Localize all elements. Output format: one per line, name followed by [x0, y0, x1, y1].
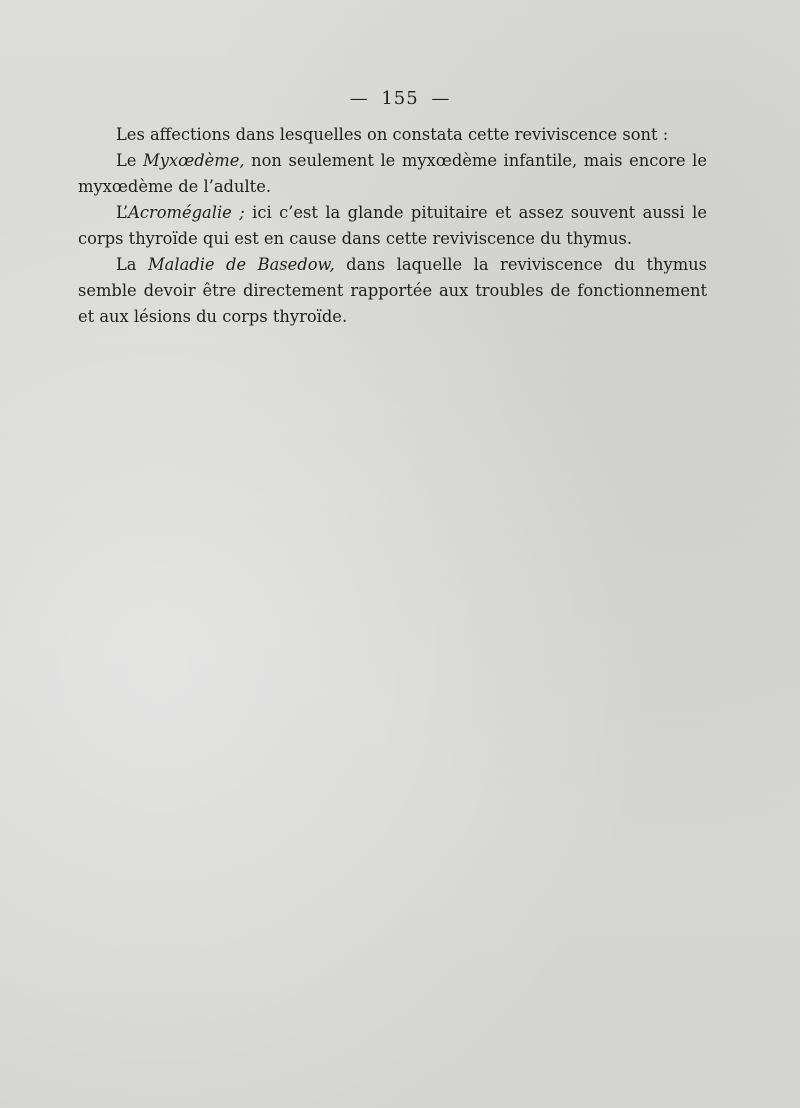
term-maladie-de-basedow: Maladie de Basedow,: [148, 255, 335, 274]
paragraph-basedow-rest: dans laquelle la reviviscence du thymus semble devoir être directement rapportée aux troubles de fonctionnement et aux lésions du corps thyroïde.: [78, 255, 708, 326]
body-text: [78, 122, 707, 330]
paragraph-acromegalie: [78, 200, 707, 252]
page-number-value: 155: [381, 88, 419, 109]
paragraph-affections: [78, 122, 707, 148]
paragraph-myxoedeme-lead: Le: [116, 151, 144, 170]
paragraph-acromegalie-lead: L’: [116, 203, 129, 222]
paragraph-myxoedeme: [78, 148, 707, 200]
term-myxoedeme: Myxœdème,: [143, 151, 245, 170]
paragraph-basedow: [78, 252, 707, 330]
paragraph-myxoedeme-rest: non seulement le myxœdème infantile, mais encore le myxœdème de l’adulte.: [78, 151, 707, 196]
term-acromegalie: Acromégalie ;: [128, 203, 245, 222]
paragraph-affections-text: Les affections dans lesquelles on constata cette reviviscence sont :: [116, 125, 669, 144]
page-number-dash-right: —: [431, 88, 451, 109]
paragraph-acromegalie-rest: ici c’est la glande pituitaire et assez souvent aussi le corps thyroïde qui est en cause dans cette reviviscence du thymus.: [78, 203, 708, 248]
page-number: [0, 88, 800, 109]
page-number-dash-left: —: [349, 88, 369, 109]
paragraph-basedow-lead: La: [116, 255, 149, 274]
